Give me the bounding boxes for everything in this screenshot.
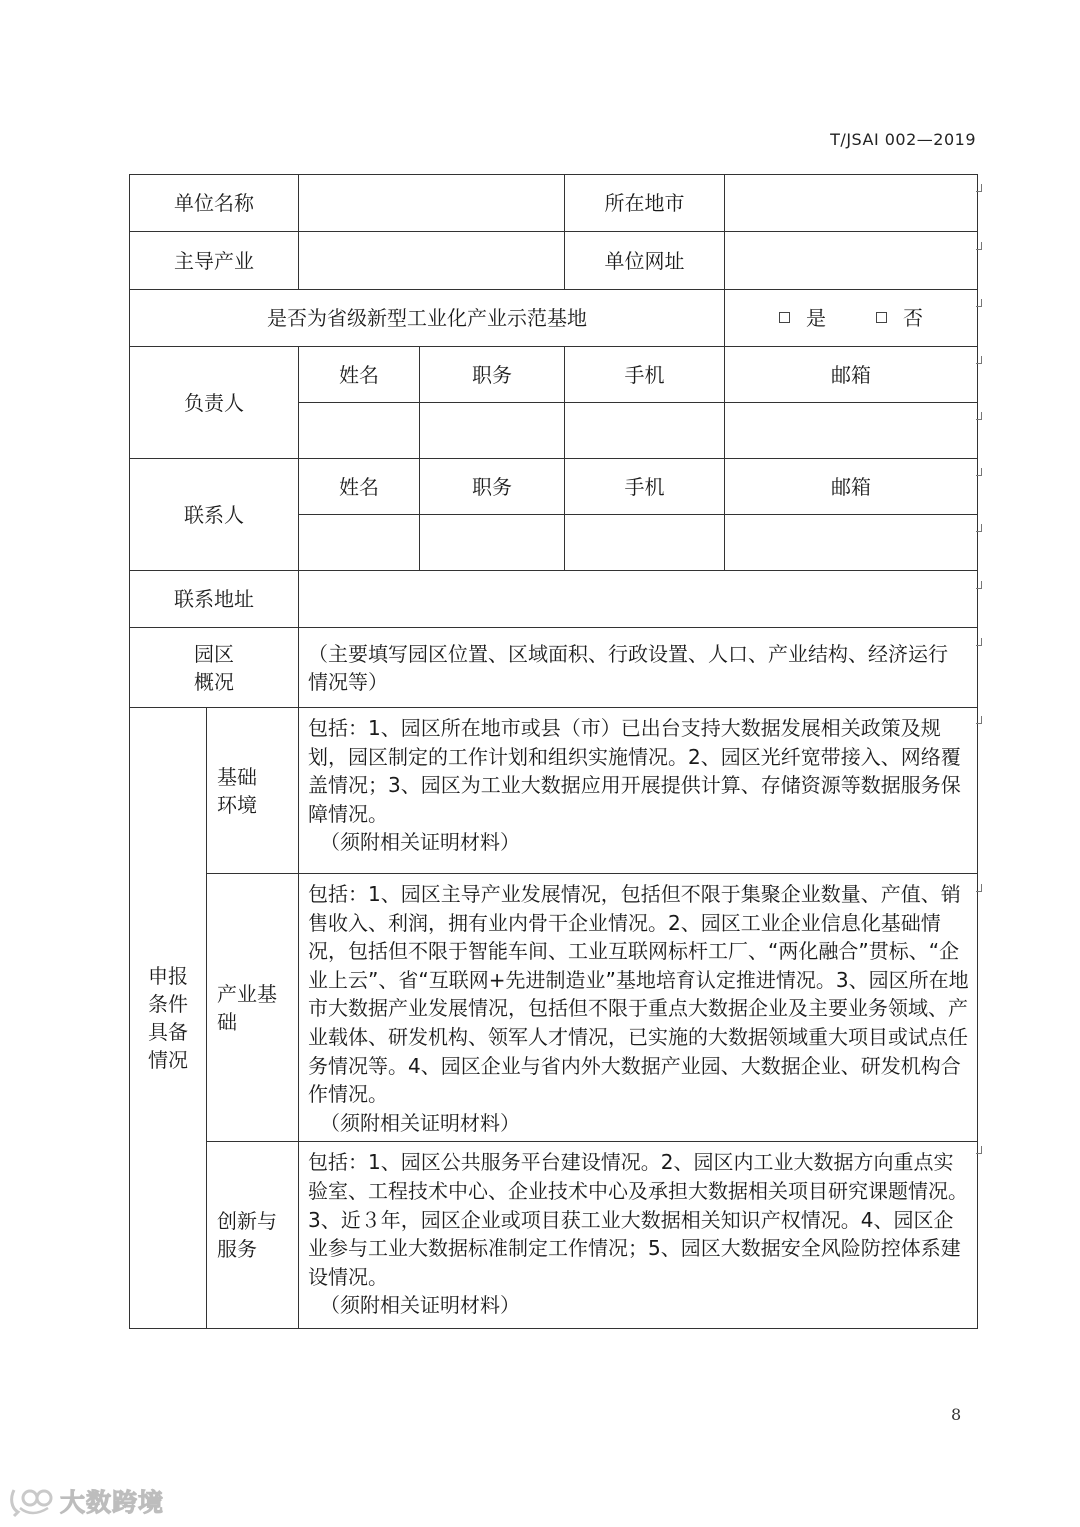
demo-base-question: 是否为省级新型工业化产业示范基地: [130, 290, 725, 347]
application-form-table: [129, 174, 978, 1329]
watermark: [8, 1481, 164, 1521]
page-number: 8: [951, 1405, 962, 1424]
leader-title-field[interactable]: [420, 403, 565, 459]
contact-phone-field[interactable]: [565, 515, 725, 571]
contact-col-phone: 手机: [565, 459, 725, 515]
section-industry-note: （须附相关证明材料）: [320, 1110, 520, 1135]
leader-label: 负责人: [130, 347, 299, 459]
logo-icon: [8, 1484, 54, 1518]
no-label: 否: [903, 306, 923, 330]
standard-code: T/JSAI 002—2019: [830, 130, 976, 149]
watermark-text: 大数跨境: [60, 1488, 165, 1517]
paragraph-mark: [976, 184, 982, 192]
section-infrastructure-text: 包括：1、园区所在地市或县（市）已出台支持大数据发展相关政策及规划，园区制定的工作计划和组织实施情况。2、园区光纤宽带接入、网络覆盖情况；3、园区为工业大数据应用开展提供计算、存储资源等数据服务保障情况。: [308, 716, 961, 826]
paragraph-mark: [976, 412, 982, 420]
contact-label: 联系人: [130, 459, 299, 571]
leader-col-email: 邮箱: [725, 347, 978, 403]
section-industry-label: 产业基 础: [207, 874, 299, 1142]
contact-col-title: 职务: [420, 459, 565, 515]
contact-title-field[interactable]: [420, 515, 565, 571]
paragraph-mark: [976, 299, 982, 307]
contact-col-name: 姓名: [299, 459, 420, 515]
section-innovation-text: 包括：1、园区公共服务平台建设情况。2、园区内工业大数据方向重点实验室、工程技术中心、企业技术中心及承担大数据相关项目研究课题情况。3、近３年，园区企业或项目获工业大数据相关知识产权情况。4、园区企业参与工业大数据标准制定工作情况；5、园区大数据安全风险防控体系建设情况。: [308, 1150, 968, 1289]
leader-col-name: 姓名: [299, 347, 420, 403]
paragraph-mark: [976, 468, 982, 476]
website-field[interactable]: [725, 232, 978, 290]
leader-name-field[interactable]: [299, 403, 420, 459]
section-industry-content: [299, 874, 978, 1142]
no-checkbox[interactable]: [876, 312, 887, 323]
leader-phone-field[interactable]: [565, 403, 725, 459]
contact-name-field[interactable]: [299, 515, 420, 571]
main-industry-label: 主导产业: [130, 232, 299, 290]
paragraph-mark: [976, 638, 982, 646]
paragraph-mark: [976, 884, 982, 892]
leader-col-phone: 手机: [565, 347, 725, 403]
section-infrastructure-content: [299, 708, 978, 874]
contact-email-field[interactable]: [725, 515, 978, 571]
main-industry-field[interactable]: [299, 232, 565, 290]
paragraph-mark: [976, 716, 982, 724]
overview-text: （主要填写园区位置、区域面积、行政设置、人口、产业结构、经济运行情况等）: [299, 628, 978, 708]
paragraph-mark: [976, 524, 982, 532]
unit-name-field[interactable]: [299, 175, 565, 232]
section-innovation-label: 创新与 服务: [207, 1142, 299, 1329]
demo-base-options: [725, 290, 978, 347]
paragraph-mark: [976, 242, 982, 250]
leader-email-field[interactable]: [725, 403, 978, 459]
section-innovation-note: （须附相关证明材料）: [320, 1293, 520, 1318]
conditions-label: 申报 条件 具备 情况: [130, 708, 207, 1329]
section-industry-text: 包括：1、园区主导产业发展情况，包括但不限于集聚企业数量、产值、销售收入、利润，拥有业内骨干企业情况。2、园区工业企业信息化基础情况，包括但不限于智能车间、工业互联网标杆工厂、“两化融合”贯标、“企业上云”、省“互联网+先进制造业”基地培育认定推进情况。3、园区所在地市大数据产业发展情况，包括但不限于重点大数据企业及主要业务领域、产业载体、研发机构、领军人才情况，已实施的大数据领域重大项目或试点任务情况等。4、园区企业与省内外大数据产业园、大数据企业、研发机构合作情况。: [308, 882, 969, 1107]
yes-label: 是: [806, 306, 826, 330]
section-infrastructure-note: （须附相关证明材料）: [320, 830, 520, 855]
contact-col-email: 邮箱: [725, 459, 978, 515]
paragraph-mark: [976, 1146, 982, 1154]
section-infrastructure-label: 基础 环境: [207, 708, 299, 874]
address-field[interactable]: [299, 571, 978, 628]
address-label: 联系地址: [130, 571, 299, 628]
city-label: 所在地市: [565, 175, 725, 232]
section-innovation-content: [299, 1142, 978, 1329]
unit-name-label: 单位名称: [130, 175, 299, 232]
paragraph-mark: [976, 581, 982, 589]
overview-label: 园区 概况: [130, 628, 299, 708]
website-label: 单位网址: [565, 232, 725, 290]
leader-col-title: 职务: [420, 347, 565, 403]
paragraph-mark: [976, 356, 982, 364]
yes-checkbox[interactable]: [779, 312, 790, 323]
city-field[interactable]: [725, 175, 978, 232]
